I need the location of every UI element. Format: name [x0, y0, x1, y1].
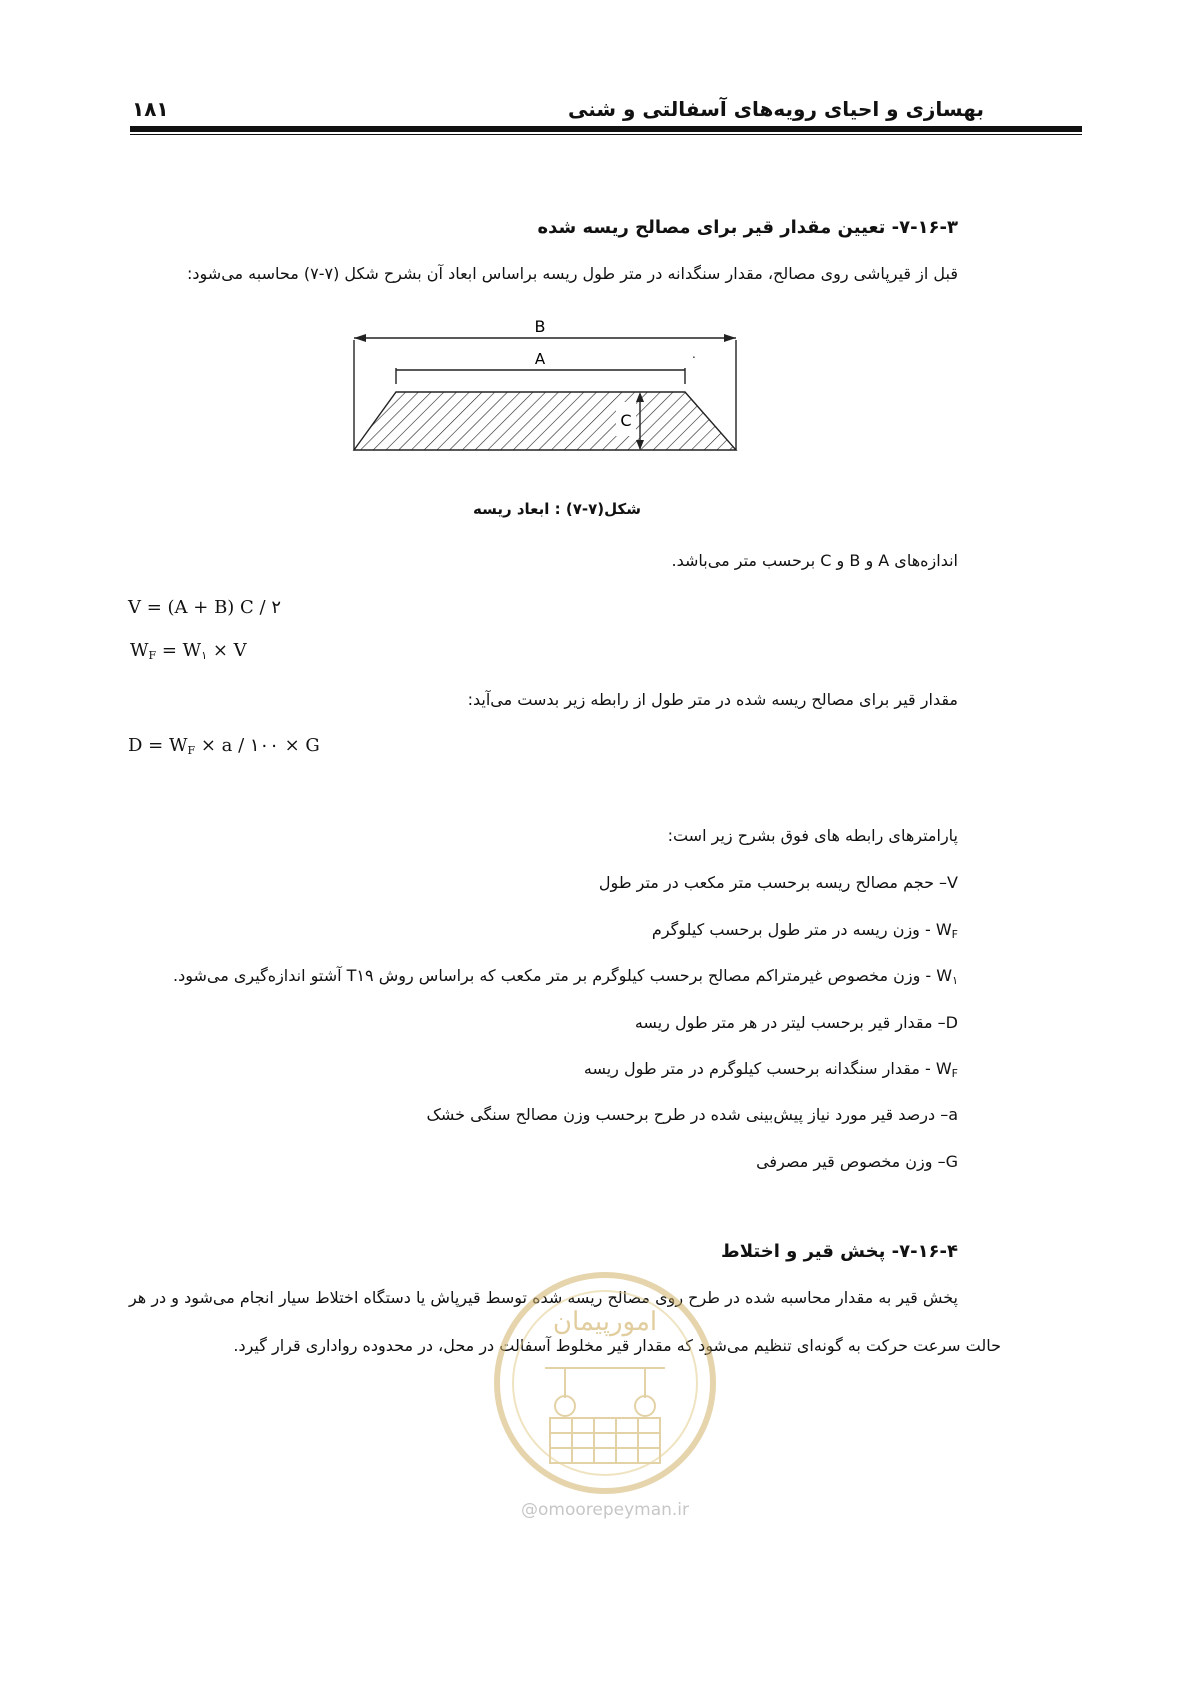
dimensions-unit-note: اندازه‌های A و B و C برحسب متر می‌باشد. [671, 551, 958, 570]
paragraph-line: پخش قیر به مقدار محاسبه شده در طرح روی مصالح ریسه شده توسط قیرپاش یا دستگاه اختلاط سیار انجام می‌شود و در هر [128, 1288, 958, 1307]
watermark-url: @omoorepeyman.ir [520, 1500, 690, 1520]
figure-caption: شکل(۷-۷) : ابعاد ریسه [473, 500, 641, 518]
svg-text:.: . [692, 347, 696, 361]
parameter-item: $W_F$ - وزن ریسه در متر طول برحسب کیلوگرم [651, 920, 958, 941]
parameter-item: $W_F$ - مقدار سنگدانه برحسب کیلوگرم در متر طول ریسه [583, 1059, 958, 1080]
watermark-logo [490, 1268, 720, 1498]
formula-wf: $W_F = W_۱ \times V$ [130, 640, 247, 662]
windrow-dimensions-figure [340, 317, 750, 490]
label-b: B [534, 317, 546, 336]
bitumen-quantity-intro: مقدار قیر برای مصالح ریسه شده در متر طول از رابطه زیر بدست می‌آید: [467, 690, 958, 709]
section-heading-7-16-4: ۷-۱۶-۴- پخش قیر و اختلاط [721, 1241, 958, 1262]
parameter-item: G– وزن مخصوص قیر مصرفی [756, 1152, 958, 1171]
parameter-item: $W_۱$ - وزن مخصوص غیرمتراکم مصالح برحسب کیلوگرم بر متر مکعب که براساس روش T۱۹ آشتو اندازه‌گیری می‌شود. [173, 966, 958, 987]
publisher-watermark [490, 1268, 720, 1538]
paragraph-line: حالت سرعت حرکت به گونه‌ای تنظیم می‌شود که مقدار قیر مخلوط آسفالت در محل، در محدوده رواداری قرار گیرد. [233, 1336, 1001, 1355]
header-rule-thick [130, 126, 1082, 132]
dimension-a [396, 368, 685, 384]
parameter-item: D– مقدار قیر برحسب لیتر در هر متر طول ریسه [634, 1013, 958, 1032]
windrow-trapezoid [354, 392, 736, 450]
running-header-title: بهسازی و احیای رویه‌های آسفالتی و شنی [567, 97, 984, 121]
watermark-text: امورپیمان [552, 1307, 658, 1337]
parameters-intro: پارامترهای رابطه های فوق بشرح زیر است: [667, 826, 958, 845]
formula-volume: V = (A + B) C / ۲ [128, 597, 281, 618]
intro-paragraph: قبل از قیرپاشی روی مصالح، مقدار سنگدانه در متر طول ریسه براساس ابعاد آن بشرح شکل (۷-۷) محاسبه می‌شود: [187, 264, 958, 283]
section-heading-7-16-3: ۷-۱۶-۳- تعیین مقدار قیر برای مصالح ریسه شده [537, 217, 958, 238]
parameter-item: a– درصد قیر مورد نیاز پیش‌بینی شده در طرح برحسب وزن مصالح سنگی خشک [426, 1105, 958, 1124]
header-rule-thin [130, 134, 1082, 135]
label-a: A [534, 350, 546, 368]
formula-d: $D = W_F \times a$ / ۱۰۰ × G [128, 735, 320, 757]
parameter-item: V– حجم مصالح ریسه برحسب متر مکعب در متر طول [598, 873, 958, 892]
page-number: ۱۸۱ [132, 97, 169, 121]
label-c: C [620, 411, 632, 430]
